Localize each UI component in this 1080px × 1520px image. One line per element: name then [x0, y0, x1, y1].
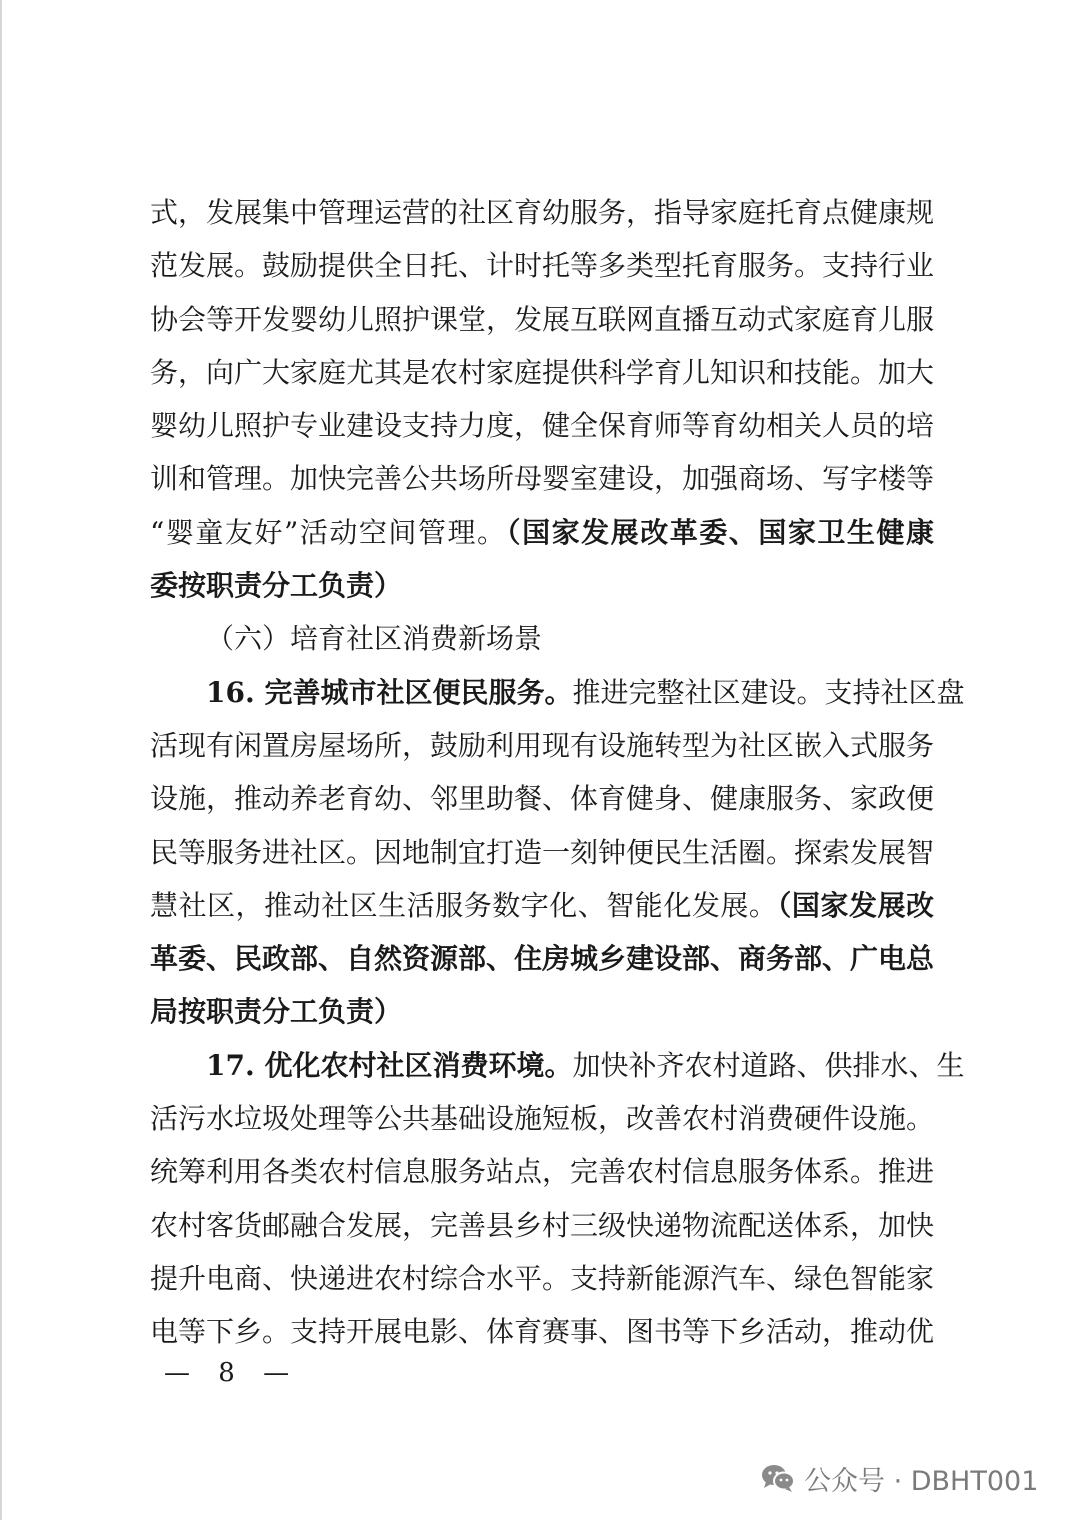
- body-text: 慧社区，推动社区生活服务数字化、智能化发展。: [150, 888, 778, 922]
- bold-text: 委按职责分工负责）: [150, 569, 403, 603]
- text-line: 范发展。鼓励提供全日托、计时托等多类型托育服务。支持行业: [150, 249, 935, 283]
- section-heading: [150, 612, 934, 665]
- bold-text: （国家发展改: [777, 888, 934, 922]
- wechat-watermark: [760, 1456, 1038, 1500]
- body-text: “婴童友好”活动空间管理。: [150, 515, 507, 549]
- text-line: 民等服务进社区。因地制宜打造一刻钟便民生活圈。探索发展智: [150, 835, 935, 869]
- text-line: 活现有闲置房屋场所，鼓励利用现有设施转型为社区嵌入式服务: [150, 728, 935, 762]
- page-number: — 8 —: [164, 1358, 300, 1388]
- bold-text: 局按职责分工负责）: [150, 995, 403, 1029]
- text-line: 协会等开发婴幼儿照护课堂，发展互联网直播互动式家庭育儿服: [150, 302, 935, 336]
- text-line: 统筹利用各类农村信息服务站点，完善农村信息服务体系。推进: [150, 1155, 935, 1189]
- text-line: [150, 879, 934, 932]
- text-line: [150, 559, 934, 612]
- bold-text: 17. 优化农村社区消费环境。: [206, 1048, 573, 1082]
- para-16: [150, 666, 965, 1039]
- text-line: [150, 506, 934, 559]
- para-infant-care: [150, 186, 934, 612]
- text-line: [150, 985, 934, 1038]
- text-line: （六）培育社区消费新场景: [206, 622, 543, 656]
- text-line: 设施，推动养老育幼、邻里助餐、体育健身、健康服务、家政便: [150, 782, 935, 816]
- text-line: [150, 932, 934, 985]
- body-text: 推进完整社区建设。支持社区盘: [572, 675, 965, 709]
- text-line: [150, 1039, 965, 1092]
- bold-text: （国家发展改革委、国家卫生健康: [506, 515, 934, 549]
- text-line: 提升电商、快递进农村综合水平。支持新能源汽车、绿色智能家: [150, 1261, 935, 1295]
- text-line: [150, 666, 965, 719]
- bold-text: 16. 完善城市社区便民服务。: [206, 675, 573, 709]
- wechat-icon: [760, 1462, 796, 1494]
- text-line: 活污水垃圾处理等公共基础设施短板，改善农村消费硬件设施。: [150, 1102, 935, 1136]
- body-text: 加快补齐农村道路、供排水、生: [572, 1048, 965, 1082]
- para-17: [150, 1039, 965, 1359]
- text-line: 式，发展集中管理运营的社区育幼服务，指导家庭托育点健康规: [150, 196, 935, 229]
- text-line: 农村客货邮融合发展，完善县乡村三级快递物流配送体系，加快: [150, 1208, 935, 1242]
- bold-text: 革委、民政部、自然资源部、住房城乡建设部、商务部、广电总: [150, 942, 935, 976]
- document-body: [150, 186, 965, 1359]
- text-line: 婴幼儿照护专业建设支持力度，健全保育师等育幼相关人员的培: [150, 409, 935, 443]
- text-line: 训和管理。加快完善公共场所母婴室建设，加强商场、写字楼等: [150, 462, 935, 496]
- text-line: 电等下乡。支持开展电影、体育赛事、图书等下乡活动，推动优: [150, 1315, 935, 1349]
- text-line: 务，向广大家庭尤其是农村家庭提供科学育儿知识和技能。加大: [150, 355, 935, 389]
- watermark-text: 公众号 · DBHT001: [804, 1465, 1039, 1497]
